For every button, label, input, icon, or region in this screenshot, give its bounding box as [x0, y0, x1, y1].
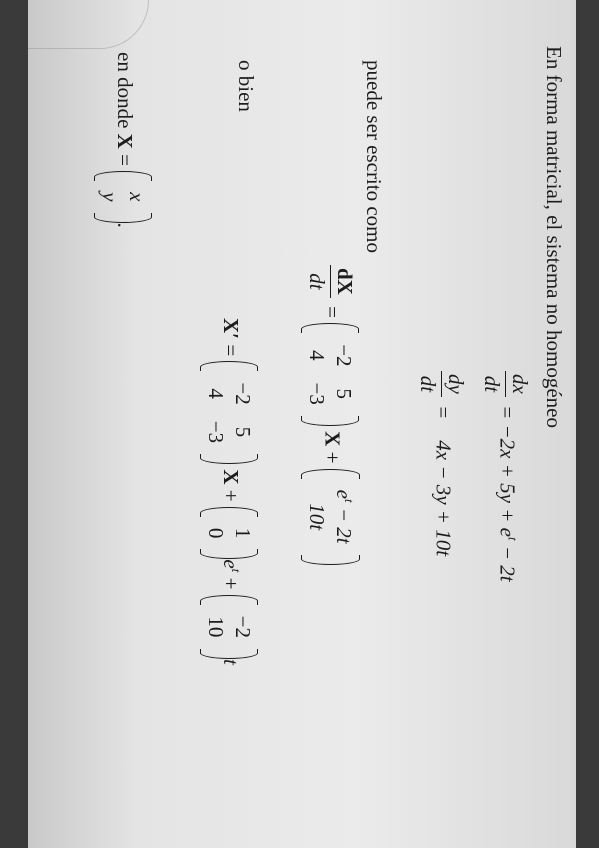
equation-en-donde: en donde X = x y . — [98, 52, 149, 228]
rotated-content — [28, 0, 576, 848]
equation-dy — [415, 368, 468, 556]
fraction-dX-dt: dX dt — [304, 265, 357, 298]
equation-dx-exponent: t — [505, 536, 521, 541]
coefficient-matrix: −2 5 4 −3 — [304, 323, 358, 426]
text-o-bien: o bien — [234, 60, 258, 112]
text-en-donde: en donde — [113, 52, 138, 129]
coefficient-matrix-2: −2 5 4 −3 — [202, 361, 256, 464]
state-vector: x y — [96, 171, 150, 222]
equation-dy-rhs: = 4x − 3y + 10t — [431, 405, 456, 557]
equation-dx — [479, 368, 532, 582]
equation-dx-tail: − 2t — [495, 540, 520, 582]
forcing-vector: $e^t - 2t$ 10t — [303, 469, 358, 565]
text-puede-ser-escrito: puede ser escrito como — [362, 60, 386, 254]
fraction-dx-dt: dx dt — [479, 371, 532, 397]
constant-vector: −2 10 — [202, 595, 256, 659]
page — [28, 0, 576, 848]
fraction-dy-dt: dy dt — [415, 371, 468, 397]
unit-vector: 1 0 — [202, 507, 256, 560]
equation-matrix-dX: dX dt = −2 5 4 −3 X + $e^t - 2t$ 10t — [303, 262, 358, 565]
equation-dx-rhs: = −2x + 5y + e — [495, 405, 520, 537]
equation-matrix-Xprime: X′ = −2 5 4 −3 X + 1 0 $e^t$ + −2 10 t — [204, 318, 255, 665]
intro-text: En forma matricial, el sistema no homogéneo — [542, 46, 566, 428]
